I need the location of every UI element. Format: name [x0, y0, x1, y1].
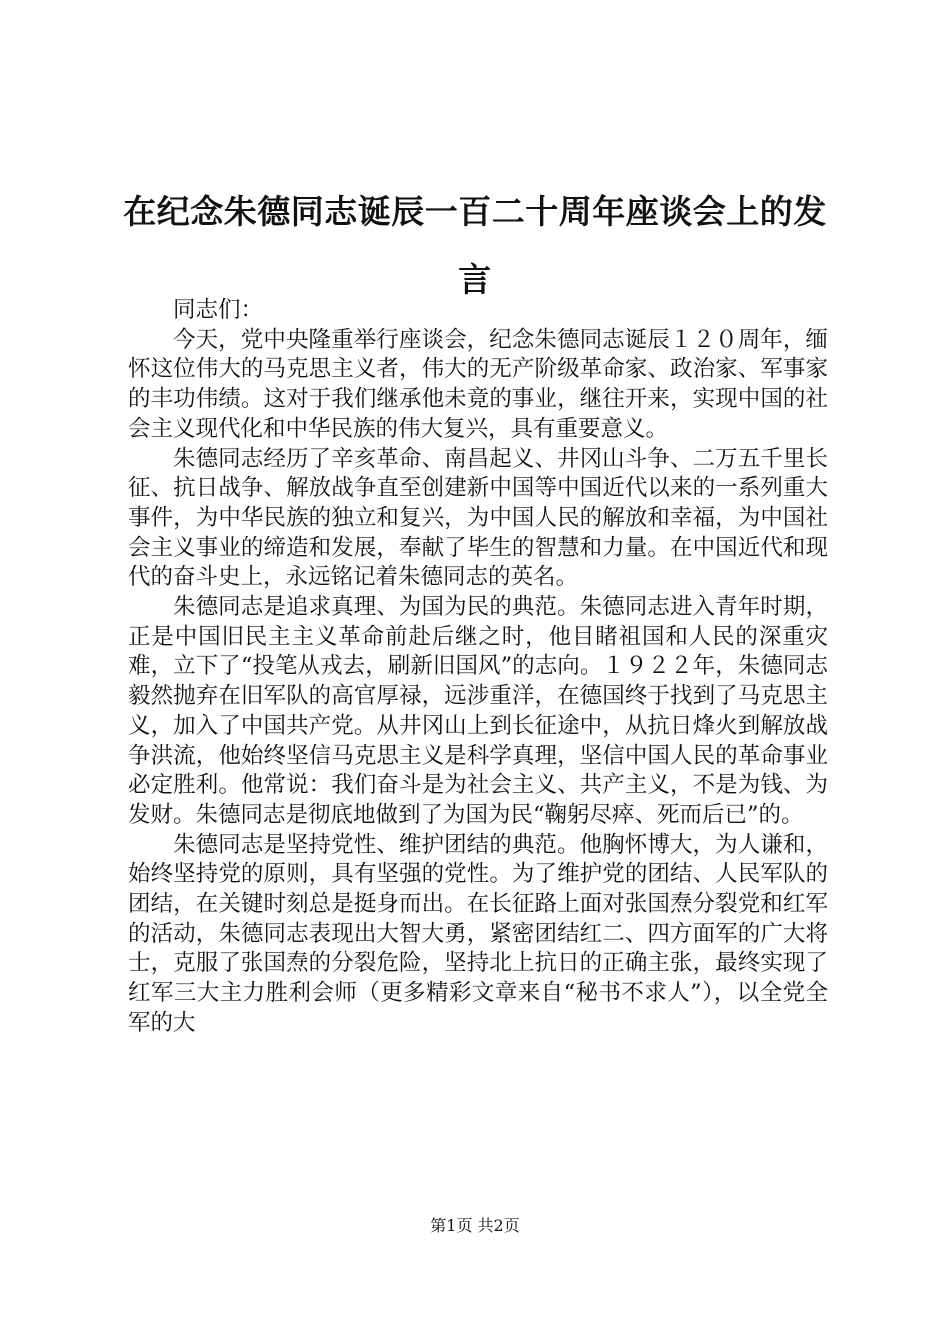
page-number: 第1页 共2页: [430, 1216, 520, 1235]
paragraph: 朱德同志经历了辛亥革命、南昌起义、井冈山斗争、二万五千里长征、抗日战争、解放战争直至创建新中国等中国近代以来的一系列重大事件，为中华民族的独立和复兴，为中国人民的解放和幸福，为中国社会主义事业的缔造和发展，奉献了毕生的智慧和力量。在中国近代和现代的奋斗史上，永远铭记着朱德同志的英名。: [128, 445, 828, 591]
paragraph: 朱德同志是坚持党性、维护团结的典范。他胸怀博大，为人谦和，始终坚持党的原则，具有坚强的党性。为了维护党的团结、人民军队的团结，在关键时刻总是挺身而出。在长征路上面对张国焘分裂党和红军的活动，朱德同志表现出大智大勇，紧密团结红二、四方面军的广大将士，克服了张国焘的分裂危险，坚持北上抗日的正确主张，最终实现了红军三大主力胜利会师（更多精彩文章来自“秘书不求人”），以全党全军的大: [128, 831, 828, 1036]
page-title: 在纪念朱德同志诞辰一百二十周年座谈会上的发言: [123, 192, 827, 299]
document-body: [128, 296, 828, 1039]
salutation: 同志们：: [173, 297, 264, 323]
paragraph: 朱德同志是追求真理、为国为民的典范。朱德同志进入青年时期，正是中国旧民主主义革命前赴后继之时，他目睹祖国和人民的深重灾难，立下了“投笔从戎去，刷新旧国风”的志向。１９２２年，朱德同志毅然抛弃在旧军队的高官厚禄，远涉重洋，在德国终于找到了马克思主义，加入了中国共产党。从井冈山上到长征途中，从抗日烽火到解放战争洪流，他始终坚信马克思主义是科学真理，坚信中国人民的革命事业必定胜利。他常说：我们奋斗是为社会主义、共产主义，不是为钱、为发财。朱德同志是彻底地做到了为国为民“鞠躬尽瘁、死而后已”的。: [128, 594, 828, 828]
page-footer: [0, 1216, 950, 1236]
paragraph: 今天，党中央隆重举行座谈会，纪念朱德同志诞辰１２０周年，缅怀这位伟大的马克思主义者，伟大的无产阶级革命家、政治家、军事家的丰功伟绩。这对于我们继承他未竟的事业，继往开来，实现中国的社会主义现代化和中华民族的伟大复兴，具有重要意义。: [128, 326, 828, 442]
